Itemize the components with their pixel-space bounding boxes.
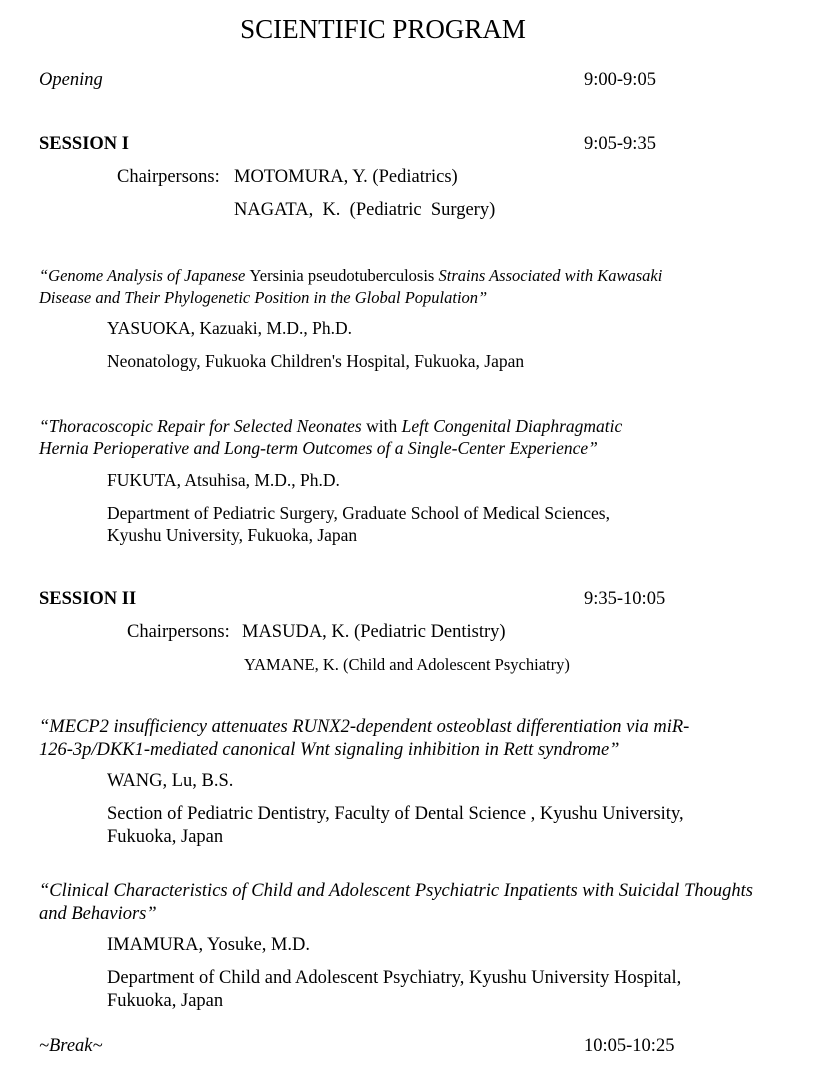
talk3-title-line2: 126-3p/DKK1-mediated canonical Wnt signaling inhibition in Rett syndrome” <box>39 740 620 760</box>
talk1-title-line2: Disease and Their Phylogenetic Position in the Global Population” <box>39 288 488 307</box>
opening-label: Opening <box>39 70 103 90</box>
talk2-title-line2: Hernia Perioperative and Long-term Outcomes of a Single-Center Experience” <box>39 438 598 458</box>
session2-chair-label: Chairpersons: <box>127 622 230 642</box>
talk1-title-line1: “Genome Analysis of Japanese Yersinia pseudotuberculosis Strains Associated with Kawasaki <box>39 266 663 285</box>
talk3-affiliation-line2: Fukuoka, Japan <box>107 827 224 847</box>
break-label: ~Break~ <box>39 1036 103 1056</box>
session2-time: 9:35-10:05 <box>584 589 666 609</box>
talk2-affiliation-line1: Department of Pediatric Surgery, Graduate School of Medical Sciences, <box>107 503 610 523</box>
session1-chair-label: Chairpersons: <box>117 167 220 187</box>
opening-time: 9:00-9:05 <box>584 70 656 90</box>
talk4-title-line1: “Clinical Characteristics of Child and Adolescent Psychiatric Inpatients with Suicidal Thoughts <box>39 881 753 901</box>
session1-chair2: NAGATA, K. (Pediatric Surgery) <box>234 200 496 220</box>
session2-heading: SESSION II <box>39 589 137 609</box>
talk4-title-line2: and Behaviors” <box>39 904 157 924</box>
page-title: SCIENTIFIC PROGRAM <box>240 14 526 44</box>
talk4-affiliation-line1: Department of Child and Adolescent Psychiatry, Kyushu University Hospital, <box>107 968 682 988</box>
session2-chair1: MASUDA, K. (Pediatric Dentistry) <box>242 622 506 642</box>
talk2-title-line1: “Thoracoscopic Repair for Selected Neonates with Left Congenital Diaphragmatic <box>39 416 623 436</box>
talk3-speaker: WANG, Lu, B.S. <box>107 771 234 791</box>
talk3-affiliation-line1: Section of Pediatric Dentistry, Faculty of Dental Science , Kyushu University, <box>107 804 684 824</box>
talk4-affiliation-line2: Fukuoka, Japan <box>107 991 224 1011</box>
break-time: 10:05-10:25 <box>584 1036 675 1056</box>
talk1-title-organism: Yersinia pseudotuberculosis <box>249 266 435 285</box>
session2-chair2: YAMANE, K. (Child and Adolescent Psychiatry) <box>244 655 570 674</box>
talk1-speaker: YASUOKA, Kazuaki, M.D., Ph.D. <box>107 318 352 338</box>
talk2-affiliation-line2: Kyushu University, Fukuoka, Japan <box>107 525 358 545</box>
session1-heading: SESSION I <box>39 134 129 154</box>
talk2-speaker: FUKUTA, Atsuhisa, M.D., Ph.D. <box>107 470 340 490</box>
talk1-affiliation: Neonatology, Fukuoka Children's Hospital, Fukuoka, Japan <box>107 351 525 371</box>
talk4-speaker: IMAMURA, Yosuke, M.D. <box>107 935 311 955</box>
session1-chair1: MOTOMURA, Y. (Pediatrics) <box>234 167 458 187</box>
session1-time: 9:05-9:35 <box>584 134 656 154</box>
talk3-title-line1: “MECP2 insufficiency attenuates RUNX2-dependent osteoblast differentiation via miR- <box>39 717 690 737</box>
